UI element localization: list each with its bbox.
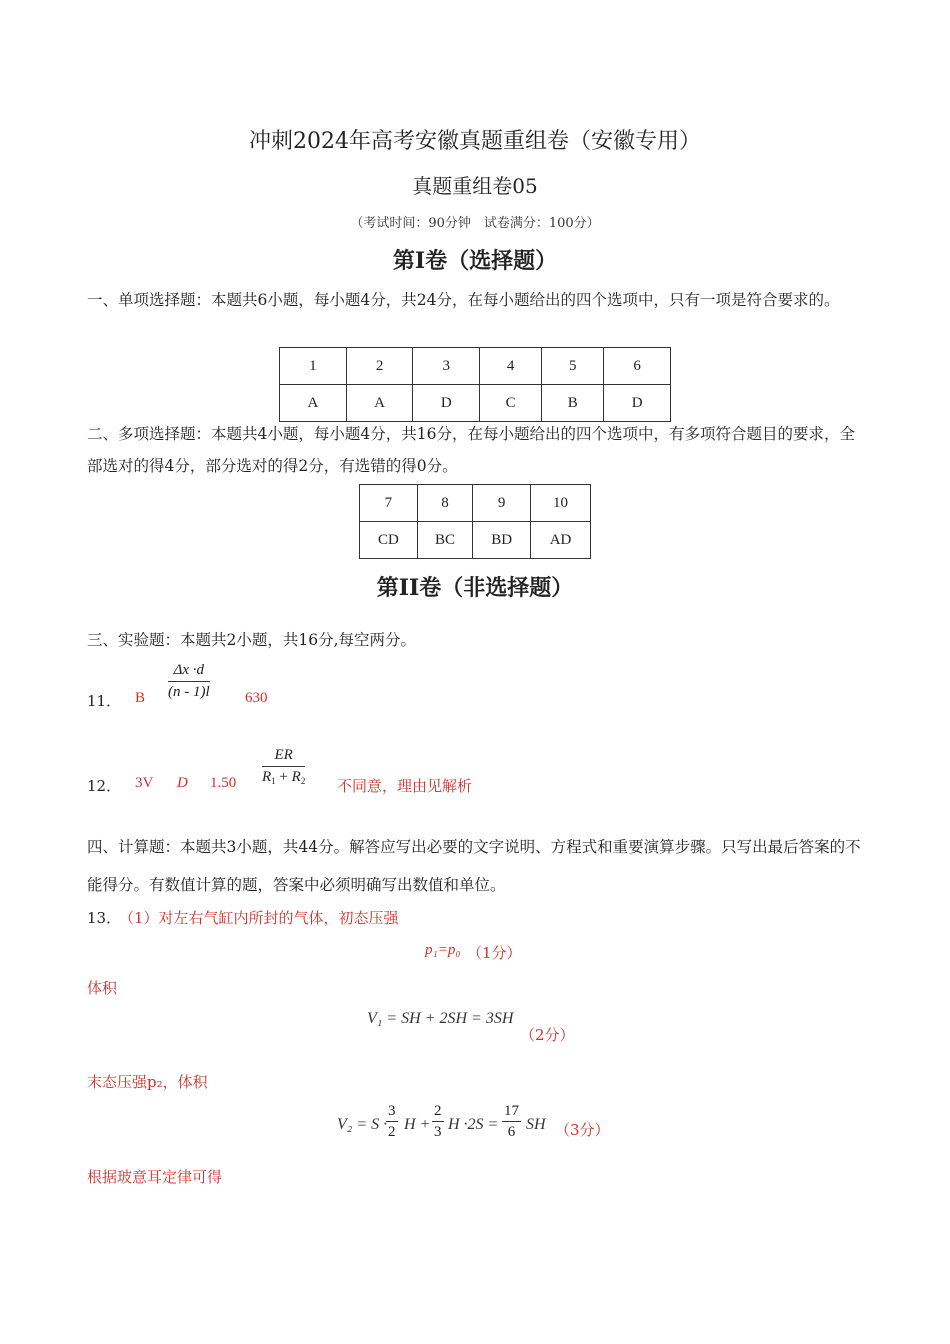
q11-formula-fraction: [168, 662, 210, 701]
table-row: [360, 522, 591, 559]
q13-eq2: V₁ = SH + 2SH = 3SH: [367, 1010, 514, 1027]
q11-label: 11．: [87, 692, 122, 710]
question-number: 1: [280, 348, 347, 385]
question-number: 7: [360, 485, 418, 522]
q12-formula-fraction: [262, 747, 305, 786]
fraction-denominator: 3: [434, 1124, 442, 1140]
q13-volume-label: 体积: [87, 979, 118, 997]
answer-cell: AD: [531, 522, 591, 559]
question-number: 3: [413, 348, 480, 385]
q13-label: 13．: [87, 909, 122, 927]
multi-choice-answer-table: [359, 484, 591, 559]
q13-eq1: p₁=p₀: [425, 942, 461, 958]
q12-answer-1: 3V: [135, 775, 154, 791]
q13-eq3-rhs: SH: [526, 1116, 546, 1133]
table-row: [360, 485, 591, 522]
q13-eq3-score: （3分）: [555, 1121, 610, 1139]
table-row: [280, 348, 671, 385]
section1-instructions: 一、单项选择题：本题共6小题，每小题4分，共24分，在每小题给出的四个选项中，只有一项是符合要求的。: [87, 291, 840, 309]
q13-eq3-mid-1: H +: [404, 1116, 431, 1133]
answer-cell: D: [413, 385, 480, 422]
fraction-numerator: Δx ·d: [168, 662, 210, 682]
q12-answer-3: 1.50: [210, 775, 237, 791]
q13-eq3-lhs: V₂ = S ·: [337, 1116, 388, 1133]
fraction-denominator: $R_1 + R_2$: [262, 769, 306, 786]
fraction-numerator: ER: [262, 747, 305, 767]
q11-answer-1: B: [135, 690, 146, 706]
answer-cell: B: [542, 385, 604, 422]
question-number: 9: [473, 485, 531, 522]
fraction-numerator: 17: [502, 1103, 521, 1122]
q13-eq2-score: （2分）: [520, 1026, 575, 1044]
part2-heading: 第II卷（非选择题）: [376, 575, 574, 601]
document-title: 冲刺2024年高考安徽真题重组卷（安徽专用）: [249, 129, 701, 154]
q12-answer-5: 不同意，理由见解析: [337, 777, 473, 795]
q13-eq3-mid-2: H ·2S =: [448, 1116, 499, 1133]
section3-instructions: 三、实验题：本题共2小题，共16分,每空两分。: [87, 631, 417, 649]
answer-cell: CD: [360, 522, 418, 559]
single-choice-answer-table: [279, 347, 671, 422]
question-number: 10: [531, 485, 591, 522]
q13-eq3-fraction-1: [386, 1103, 398, 1141]
question-number: 4: [480, 348, 542, 385]
exam-info: （考试时间：90分钟 试卷满分：100分）: [350, 216, 600, 231]
q13-eq1-score: （1分）: [467, 944, 522, 962]
fraction-denominator: 2: [388, 1124, 396, 1140]
q12-label: 12．: [87, 777, 122, 795]
q11-answer-3: 630: [245, 690, 268, 706]
question-number: 6: [604, 348, 671, 385]
answer-cell: C: [480, 385, 542, 422]
fraction-numerator: 3: [386, 1103, 398, 1122]
q13-eq3-fraction-3: [502, 1103, 521, 1141]
answer-cell: BD: [473, 522, 531, 559]
section2-instructions: 二、多项选择题：本题共4小题，每小题4分，共16分，在每小题给出的四个选项中，有多项符合题目的要求，全部选对的得4分，部分选对的得2分，有选错的得0分。: [87, 425, 855, 475]
answer-cell: D: [604, 385, 671, 422]
part1-heading: 第I卷（选择题）: [392, 248, 558, 274]
q12-answer-2: D: [177, 775, 188, 791]
section4-instructions: 四、计算题：本题共3小题，共44分。解答应写出必要的文字说明、方程式和重要演算步骤。只写出最后答案的不能得分。有数值计算的题，答案中必须明确写出数值和单位。: [87, 838, 861, 894]
q13-final-state-label: 末态压强p₂，体积: [87, 1073, 208, 1091]
q13-law-label: 根据玻意耳定律可得: [87, 1168, 223, 1186]
fraction-denominator: (n - 1)l: [168, 684, 210, 700]
table-row: [280, 385, 671, 422]
document-subtitle: 真题重组卷05: [412, 174, 538, 198]
answer-cell: A: [280, 385, 347, 422]
question-number: 8: [417, 485, 473, 522]
question-number: 2: [346, 348, 413, 385]
q13-line1: （1）对左右气缸内所封的气体，初态压强: [119, 909, 399, 927]
answer-cell: A: [346, 385, 413, 422]
answer-cell: BC: [417, 522, 473, 559]
q13-eq3-fraction-2: [432, 1103, 444, 1141]
fraction-denominator: 6: [507, 1124, 516, 1140]
fraction-numerator: 2: [432, 1103, 444, 1122]
question-number: 5: [542, 348, 604, 385]
